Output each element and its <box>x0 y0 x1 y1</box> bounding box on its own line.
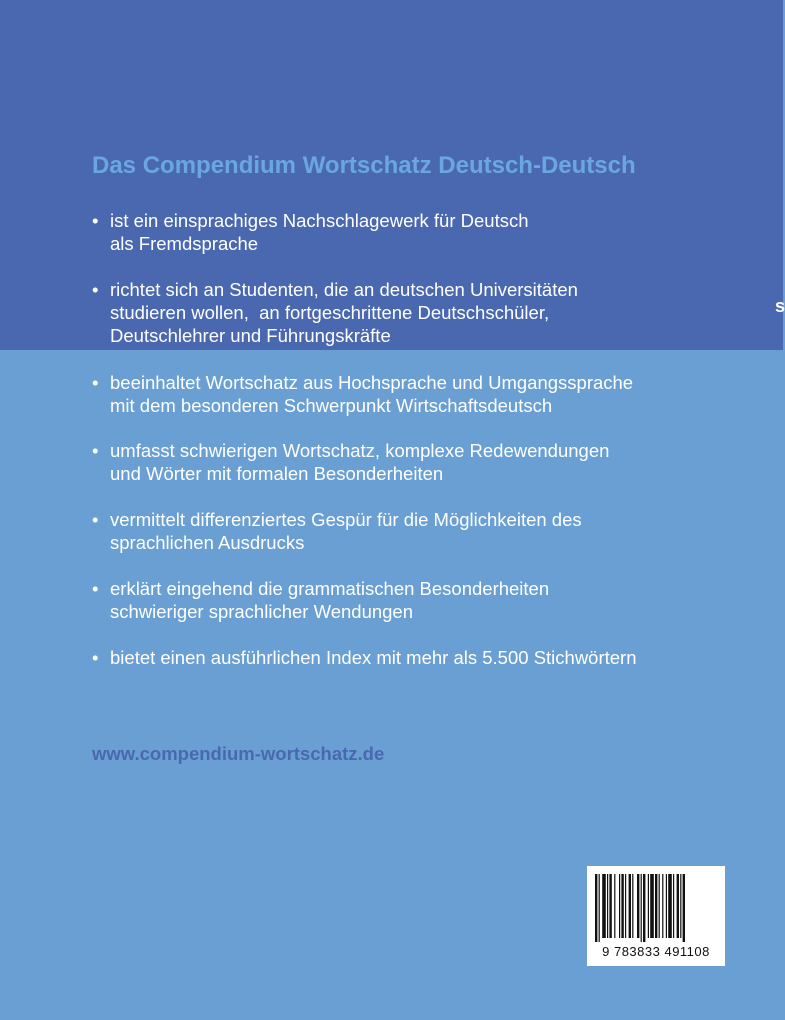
barcode-bar <box>677 874 679 938</box>
isbn-barcode <box>587 866 725 966</box>
barcode-bar <box>666 874 667 938</box>
barcode-bar <box>595 874 597 942</box>
bullet-line: beeinhaltet Wortschatz aus Hochsprache und Umgangssprache <box>110 372 634 393</box>
bullet-icon: • <box>92 210 99 231</box>
barcode-bar <box>632 874 633 938</box>
barcode-bar <box>683 874 685 942</box>
bullet-item <box>92 508 732 554</box>
bullet-icon: • <box>92 279 99 300</box>
barcode-bar <box>621 874 623 938</box>
barcode-bar <box>599 874 600 942</box>
barcode-bar <box>625 874 626 938</box>
barcode-bar <box>614 874 615 938</box>
barcode-bar <box>680 874 681 938</box>
barcode-bar <box>650 874 654 938</box>
bullet-item <box>92 209 732 255</box>
barcode-bar <box>619 874 620 938</box>
bullet-item <box>92 577 732 623</box>
bullet-item <box>92 371 732 417</box>
bullet-icon: • <box>92 509 99 530</box>
barcode-bar <box>655 874 657 938</box>
bullet-line: mit dem besonderen Schwerpunkt Wirtschaftsdeutsch <box>110 395 553 416</box>
bullet-item <box>92 278 732 347</box>
barcode-bar <box>648 874 649 938</box>
barcode-bar <box>641 874 642 942</box>
bullet-line: studieren wollen, an fortgeschrittene Deutschschüler, <box>110 302 550 323</box>
bullet-item <box>92 646 732 669</box>
bullet-line: schwieriger sprachlicher Wendungen <box>110 601 414 622</box>
bullet-item <box>92 439 732 485</box>
bullet-line: erklärt eingehend die grammatischen Besonderheiten <box>110 578 550 599</box>
barcode-bar <box>673 874 674 938</box>
bullet-icon: • <box>92 578 99 599</box>
bullet-line: ist ein einsprachiges Nachschlagewerk für Deutsch <box>110 210 529 231</box>
bullet-line: bietet einen ausführlichen Index mit mehr als 5.500 Stichwörtern <box>110 647 637 668</box>
spine-edge-letter: s <box>775 296 785 316</box>
website-url: www.compendium-wortschatz.de <box>92 743 385 764</box>
barcode-bars-icon <box>595 874 717 942</box>
barcode-bar <box>637 874 639 938</box>
barcode-bar <box>662 874 663 938</box>
cover-title: Das Compendium Wortschatz Deutsch-Deutsch <box>92 152 636 179</box>
bullet-line: umfasst schwierigen Wortschatz, komplexe Redewendungen <box>110 440 610 461</box>
barcode-bar <box>629 874 631 938</box>
bullet-line: als Fremdsprache <box>110 233 259 254</box>
bullet-icon: • <box>92 647 99 668</box>
bullet-line: vermittelt differenziertes Gespür für die Möglichkeiten des <box>110 509 582 530</box>
barcode-bar <box>668 874 672 938</box>
barcode-number: 9 783833 491108 <box>602 944 710 959</box>
barcode-bar <box>602 874 606 938</box>
bullet-line: sprachlichen Ausdrucks <box>110 532 305 553</box>
barcode-bar <box>643 874 645 942</box>
bullet-line: und Wörter mit formalen Besonderheiten <box>110 463 444 484</box>
bullet-line: richtet sich an Studenten, die an deutschen Universitäten <box>110 279 578 300</box>
bullet-line: Deutschlehrer und Führungskräfte <box>110 325 391 346</box>
barcode-bar <box>609 874 611 938</box>
bullet-icon: • <box>92 372 99 393</box>
barcode-bar <box>659 874 660 938</box>
bullet-icon: • <box>92 440 99 461</box>
barcode-bar <box>607 874 608 938</box>
